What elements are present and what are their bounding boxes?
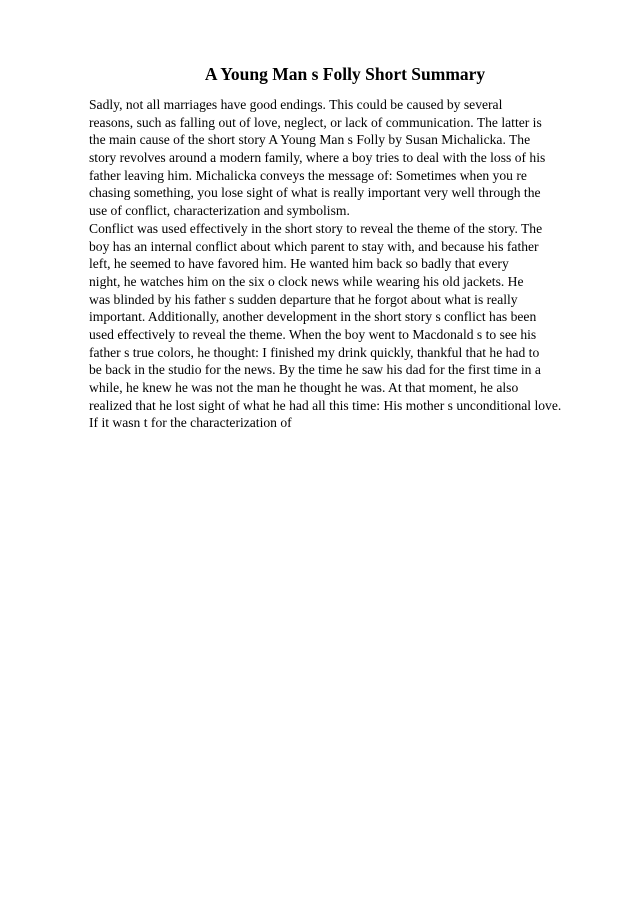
body-line: the main cause of the short story A Young Man s Folly by Susan Michalicka. The bbox=[89, 132, 531, 148]
body-line: Conflict was used effectively in the short story to reveal the theme of the story. The bbox=[89, 220, 543, 236]
body-line: story revolves around a modern family, where a boy tries to deal with the loss of his bbox=[89, 150, 546, 166]
body-line: used effectively to reveal the theme. When the boy went to Macdonald s to see his bbox=[89, 326, 537, 342]
body-line: If it wasn t for the characterization of bbox=[89, 415, 292, 431]
document-title: A Young Man s Folly Short Summary bbox=[204, 64, 486, 84]
body-line: Sadly, not all marriages have good endings. This could be caused by several bbox=[89, 97, 503, 112]
body-line: boy has an internal conflict about which parent to stay with, and because his father bbox=[89, 238, 539, 254]
body-line: important. Additionally, another development in the short story s conflict has been bbox=[89, 309, 537, 325]
body-line: father leaving him. Michalicka conveys the message of: Sometimes when you re bbox=[89, 167, 527, 183]
body-line: night, he watches him on the six o clock news while wearing his old jackets. He bbox=[89, 273, 524, 289]
body-line: realized that he lost sight of what he had all this time: His mother s unconditional love. bbox=[89, 397, 562, 413]
body-line: be back in the studio for the news. By the time he saw his dad for the first time in a bbox=[89, 362, 541, 378]
body-line: was blinded by his father s sudden departure that he forgot about what is really bbox=[89, 291, 518, 307]
body-line: while, he knew he was not the man he thought he was. At that moment, he also bbox=[89, 380, 519, 395]
body-line: father s true colors, he thought: I finished my drink quickly, thankful that he had to bbox=[89, 344, 540, 360]
body-line: chasing something, you lose sight of what is really important very well through the bbox=[89, 185, 541, 201]
body-line: left, he seemed to have favored him. He wanted him back so badly that every bbox=[89, 256, 509, 272]
document-body bbox=[89, 96, 609, 432]
body-line: reasons, such as falling out of love, neglect, or lack of communication. The latter is bbox=[89, 114, 542, 130]
body-line: use of conflict, characterization and symbolism. bbox=[89, 203, 350, 219]
